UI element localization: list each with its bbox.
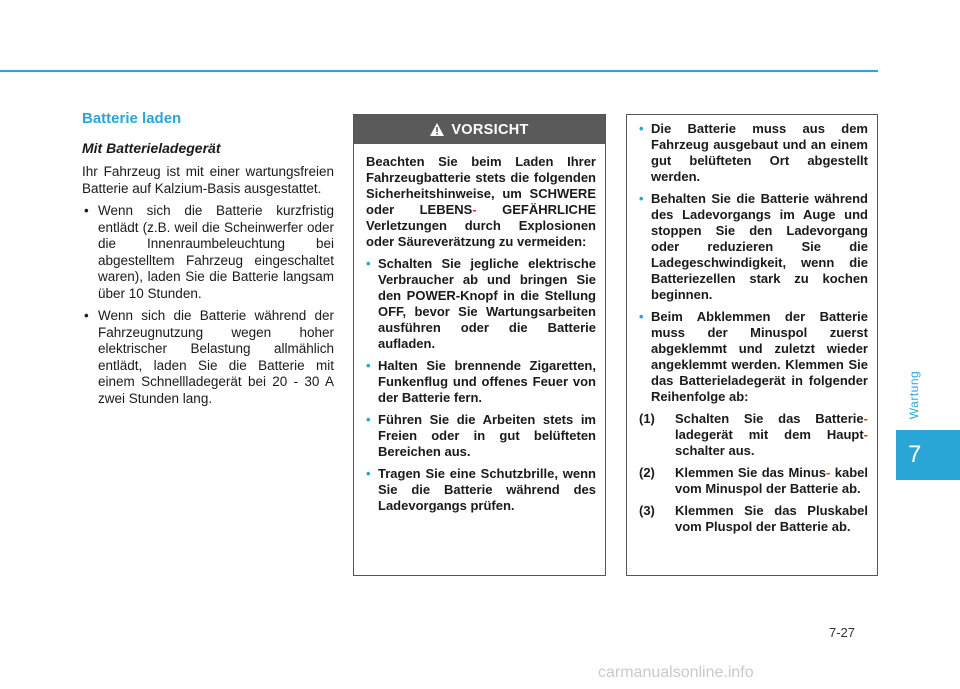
chapter-tab-label: Wartung <box>907 370 921 420</box>
list-item: • Behalten Sie die Batterie während des Ladevorgangs im Auge und stoppen Sie den Ladevorgang oder reduzieren Sie die Ladegeschwindigkeit, wenn die Batteriezellen stark zu kochen beginnen. <box>639 191 868 303</box>
caution-list-continued <box>639 121 868 535</box>
step-item: (3) Klemmen Sie das Pluskabel vom Pluspol der Batterie ab. <box>639 503 868 534</box>
caution-heading: VORSICHT <box>451 121 529 138</box>
footer-watermark: carmanualsonline.info <box>598 664 754 681</box>
section-subtitle: Mit Batterieladegerät <box>82 140 221 156</box>
step-item: (2) Klemmen Sie das Minus- kabel vom Minuspol der Batterie ab. <box>639 465 868 496</box>
list-item: • Tragen Sie eine Schutzbrille, wenn Sie die Batterie während des Ladevorgangs prüfen. <box>366 466 596 514</box>
list-item: • Halten Sie brennende Zigaretten, Funkenflug und offenes Feuer von der Batterie fern. <box>366 358 596 406</box>
bullet-list <box>82 203 334 407</box>
list-item: • Wenn sich die Batterie kurzfristig entlädt (z.B. weil die Scheinwerfer oder die Innenraumbeleuchtung bei abgestelltem Fahrzeug eingeschaltet waren), laden Sie die Batterie langsam über 10 Stunden. <box>82 203 334 302</box>
caution-intro: Beachten Sie beim Laden Ihrer Fahrzeugbatterie stets die folgenden Sicherheitshinweise, um SCHWERE oder LEBENS- GEFÄHRLICHE Verletzungen durch Explosionen oder Säureverätzung zu vermeiden: <box>366 154 596 249</box>
intro-paragraph: Ihr Fahrzeug ist mit einer wartungsfreien Batterie auf Kalzium-Basis ausgestattet. <box>82 164 334 196</box>
chapter-number-tab: 7 <box>896 430 960 480</box>
step-item: (1) Schalten Sie das Batterie- ladegerät mit dem Haupt- schalter aus. <box>639 411 868 458</box>
list-item: • Die Batterie muss aus dem Fahrzeug ausgebaut und an einem gut belüfteten Ort abgestellt werden. <box>639 121 868 185</box>
page-number: 7-27 <box>829 625 856 640</box>
step-list <box>639 411 868 535</box>
list-item: • Wenn sich die Batterie während der Fahrzeugnutzung wegen hoher elektrischer Belastung allmählich entlädt, laden Sie die Batterie mit einem Schnellladegerät bei 20 - 30 A zwei Stunden lang. <box>82 308 334 407</box>
top-rule <box>0 70 878 72</box>
caution-box <box>353 114 606 576</box>
caution-list <box>366 256 596 514</box>
list-item: • Schalten Sie jegliche elektrische Verbraucher ab und bringen Sie den POWER-Knopf in die Stellung OFF, bevor Sie Wartungsarbeiten ausführen oder die Batterie aufladen. <box>366 256 596 352</box>
caution-header <box>354 115 605 144</box>
main-column <box>82 110 334 413</box>
warning-triangle-icon <box>430 123 444 136</box>
list-item: • Beim Abklemmen der Batterie muss der Minuspol zuerst abgeklemmt und zuletzt wieder angeklemmt werden. Klemmen Sie das Batterieladegerät in folgender Reihenfolge ab: (1) Schalten Sie das Batterie- ladegerät mit dem Haupt- schalter aus. (2) Klemmen Sie das Minus- kabel vom Minuspol der Batterie ab. (3) Klemmen Sie das Pluskabel vom Pluspol der Batterie ab. <box>639 309 868 535</box>
caution-continued-box <box>626 114 878 576</box>
section-title: Batterie laden <box>82 110 182 127</box>
list-item: • Führen Sie die Arbeiten stets im Freien oder in gut belüfteten Bereichen aus. <box>366 412 596 460</box>
